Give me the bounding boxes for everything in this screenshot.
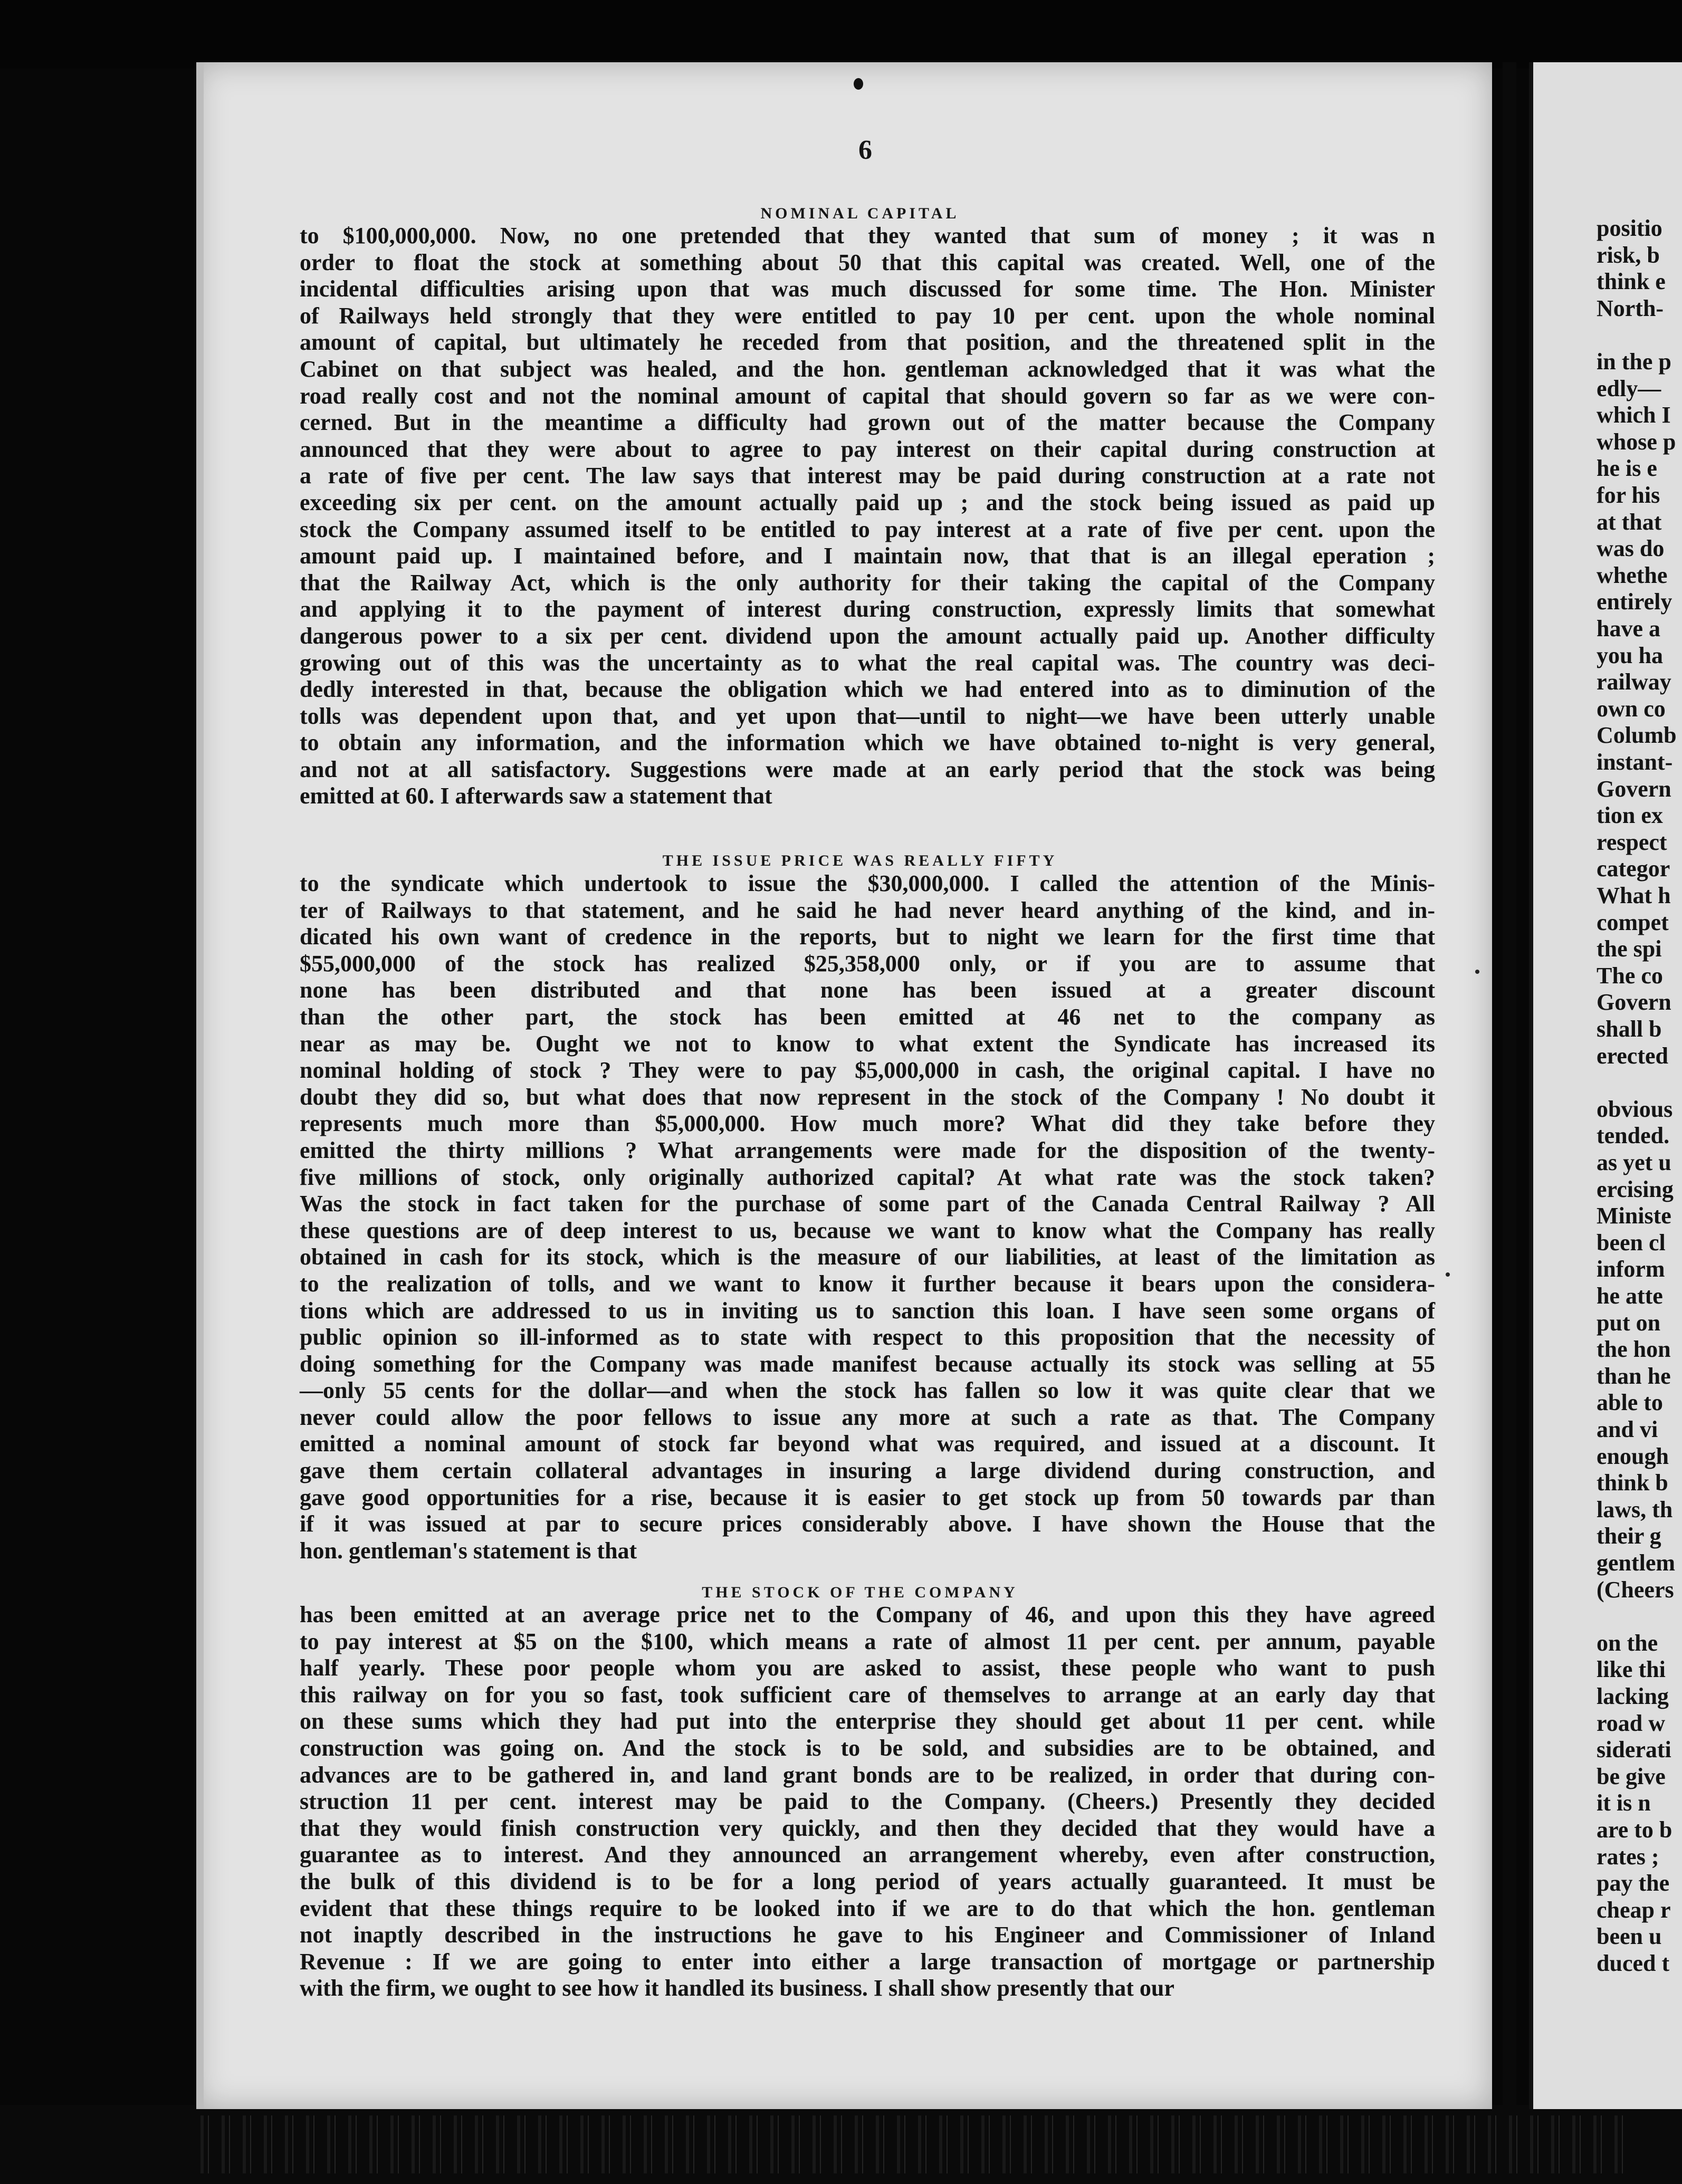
adjacent-text-fragment: railway [1597, 669, 1671, 695]
text-line: of Railways held strongly that they were entitled to pay 10 per cent. upon the whole nominal [300, 302, 1435, 329]
text-line: has been emitted at an average price net to the Company of 46, and upon this they have agreed [300, 1602, 1435, 1627]
adjacent-text-fragment: The co [1597, 962, 1663, 989]
adjacent-text-fragment: edly— [1597, 375, 1661, 401]
adjacent-text-fragment: rates ; [1597, 1843, 1659, 1870]
adjacent-text-fragment: the spi [1597, 936, 1662, 962]
adjacent-text-fragment: categor [1597, 856, 1670, 882]
adjacent-text-fragment: (Cheers [1597, 1576, 1674, 1603]
text-line: the bulk of this dividend is to be for a long period of years actually guaranteed. It must be [300, 1868, 1435, 1894]
text-line: than the other part, the stock has been emitted at 46 net to the company as [300, 1003, 1435, 1030]
text-line: Cabinet on that subject was healed, and the hon. gentleman acknowledged that it was what the [300, 356, 1435, 382]
text-line: gave them certain collateral advantages in insuring a large dividend during construction, and [300, 1458, 1435, 1484]
section-body-nominal-capital [300, 223, 1435, 810]
text-line: to the realization of tolls, and we want to know it further because it bears upon the considera- [300, 1270, 1435, 1297]
section-body-stock-of-company [300, 1602, 1435, 2002]
adjacent-text-fragment: shall b [1597, 1016, 1662, 1042]
text-line: a rate of five per cent. The law says that interest may be paid during construction at a rate not [300, 463, 1435, 489]
adjacent-text-fragment: Govern [1597, 989, 1671, 1016]
text-line: —only 55 cents for the dollar—and when the stock has fallen so low it was quite clear that we [300, 1377, 1435, 1404]
adjacent-text-fragment: and vi [1597, 1416, 1658, 1442]
text-line: on these sums which they had put into the enterprise they should get about 11 per cent. while [300, 1708, 1435, 1735]
text-line: dicated his own want of credence in the reports, but to night we learn for the first time that [300, 924, 1435, 950]
text-line: emitted a nominal amount of stock far beyond what was required, and issued at a discount. It [300, 1431, 1435, 1457]
section-heading-nominal-capital: NOMINAL CAPITAL [760, 205, 960, 222]
text-line: construction was going on. And the stock is to be sold, and subsidies are to be obtained, and [300, 1735, 1435, 1761]
adjacent-text-fragment: siderati [1597, 1737, 1671, 1763]
adjacent-text-fragment: ercising [1597, 1176, 1674, 1202]
text-line: these questions are of deep interest to us, because we want to know what the Company has really [300, 1217, 1435, 1243]
text-line: tolls was dependent upon that, and yet upon that—until to night—we have been utterly unable [300, 703, 1435, 729]
text-line: represents much more than $5,000,000. How much more? What did they take before they [300, 1110, 1435, 1137]
text-line: evident that these things require to be looked into if we are to do that which the hon. gentleman [300, 1895, 1435, 1921]
text-line: hon. gentleman's statement is that [300, 1537, 637, 1564]
adjacent-text-fragment: lacking [1597, 1683, 1669, 1709]
adjacent-text-fragment: Columb [1597, 722, 1677, 749]
text-line: exceeding six per cent. on the amount actually paid up ; and the stock being issued as paid up [300, 489, 1435, 515]
text-line: half yearly. These poor people whom you are asked to assist, these people who want to push [300, 1655, 1435, 1681]
adjacent-text-fragment: inform [1597, 1256, 1665, 1282]
adjacent-text-fragment: What h [1597, 883, 1671, 908]
text-line: and applying it to the payment of interest during construction, expressly limits that somewhat [300, 596, 1435, 622]
adjacent-text-fragment: own co [1597, 695, 1666, 722]
text-line: emitted at 60. I afterwards saw a statement that [300, 783, 772, 809]
adjacent-text-fragment: as yet u [1597, 1150, 1671, 1175]
text-line: guarantee as to interest. And they announced an arrangement whereby, even after construction, [300, 1842, 1435, 1868]
text-line: Was the stock in fact taken for the purchase of some part of the Canada Central Railway ? All [300, 1191, 1435, 1217]
section-heading-issue-price: THE ISSUE PRICE WAS REALLY FIFTY [662, 852, 1058, 869]
page-gutter [1503, 62, 1516, 2109]
text-line: dangerous power to a six per cent. dividend upon the amount actually paid up. Another difficulty [300, 622, 1435, 649]
adjacent-text-fragment: pay the [1597, 1870, 1670, 1896]
text-line: that the Railway Act, which is the only authority for their taking the capital of the Company [300, 569, 1435, 596]
film-border-top [0, 0, 1682, 69]
adjacent-text-fragment: North- [1597, 295, 1664, 321]
adjacent-text-fragment: put on [1597, 1309, 1661, 1336]
text-line: tions which are addressed to us in inviting us to sanction this loan. I have seen some organs of [300, 1297, 1435, 1324]
text-line: $55,000,000 of the stock has realized $25,358,000 only, or if you are to assume that [300, 950, 1435, 976]
text-line: Revenue : If we are going to enter into either a large transaction of mortgage or partnership [300, 1948, 1435, 1975]
adjacent-text-fragment: you ha [1597, 642, 1663, 668]
section-heading-stock-of-company: THE STOCK OF THE COMPANY [702, 1584, 1018, 1601]
text-line: amount paid up. I maintained before, and I maintain now, that that is an illegal eperation ; [300, 543, 1435, 569]
adjacent-text-fragment: was do [1597, 535, 1665, 562]
page-gutter-line [1529, 62, 1533, 2109]
adjacent-text-fragment: entirely [1597, 589, 1673, 615]
text-line: public opinion so ill-informed as to state with respect to this proposition that the necessity of [300, 1324, 1435, 1350]
text-line: order to float the stock at something about 50 that this capital was created. Well, one of the [300, 249, 1435, 275]
section-body-issue-price [300, 870, 1435, 1564]
adjacent-text-fragment: gentlem [1597, 1550, 1676, 1576]
adjacent-text-fragment: obvious [1597, 1096, 1673, 1122]
margin-speck [1446, 1272, 1450, 1277]
adjacent-text-fragment: risk, b [1597, 242, 1660, 268]
text-line: not inaptly described in the instructions he gave to his Engineer and Commissioner of Inland [300, 1922, 1435, 1948]
text-line: to the syndicate which undertook to issue the $30,000,000. I called the attention of the Minis- [300, 870, 1435, 896]
adjacent-text-fragment: positio [1597, 215, 1662, 241]
adjacent-text-fragment: laws, th [1597, 1496, 1673, 1522]
adjacent-text-fragment: on the [1597, 1630, 1658, 1656]
text-line: struction 11 per cent. interest may be paid to the Company. (Cheers.) Presently they decided [300, 1788, 1435, 1815]
adjacent-text-fragment: respect [1597, 829, 1667, 855]
text-line: advances are to be gathered in, and land grant bonds are to be realized, in order that during con- [300, 1761, 1435, 1788]
text-line: doubt they did so, but what does that now represent in the stock of the Company ! No doubt it [300, 1084, 1435, 1110]
adjacent-text-fragment: he atte [1597, 1283, 1663, 1309]
adjacent-text-fragment: compet [1597, 909, 1669, 935]
text-line: to obtain any information, and the information which we have obtained to-night is very general, [300, 730, 1435, 756]
text-line: never could allow the poor fellows to issue any more at such a rate as that. The Company [300, 1404, 1435, 1430]
adjacent-text-fragment: which I [1597, 402, 1671, 428]
text-line: nominal holding of stock ? They were to pay $5,000,000 in cash, the original capital. I have no [300, 1057, 1435, 1084]
adjacent-text-fragment: the hon [1597, 1336, 1671, 1363]
adjacent-text-fragment: tended. [1597, 1123, 1670, 1149]
text-line: announced that they were about to agree to pay interest on their capital during construction at [300, 436, 1435, 462]
text-line: if it was issued at par to secure prices considerably above. I have shown the House that the [300, 1511, 1435, 1537]
adjacent-text-fragment: at that [1597, 509, 1662, 535]
text-line: doing something for the Company was made manifest because actually its stock was selling at 55 [300, 1350, 1435, 1377]
adjacent-text-fragment: be give [1597, 1763, 1666, 1789]
adjacent-text-fragment: cheap r [1597, 1896, 1671, 1923]
text-line: with the firm, we ought to see how it handled its business. I shall show presently that our [300, 1975, 1174, 2001]
adjacent-text-fragment: been u [1597, 1923, 1662, 1950]
adjacent-text-fragment: tion ex [1597, 802, 1663, 829]
margin-speck [1475, 970, 1479, 974]
film-edge-texture [200, 2115, 1625, 2173]
text-line: cerned. But in the meantime a difficulty had grown out of the matter because the Company [300, 409, 1435, 436]
text-line: five millions of stock, only originally authorized capital? At what rate was the stock taken? [300, 1164, 1435, 1190]
text-line: obtained in cash for its stock, which is the measure of our liabilities, at least of the limitation as [300, 1244, 1435, 1270]
adjacent-text-fragment: whethe [1597, 562, 1668, 588]
adjacent-text-fragment: instant- [1597, 749, 1673, 775]
adjacent-text-fragment: able to [1597, 1390, 1663, 1416]
adjacent-text-fragment: he is e [1597, 455, 1657, 482]
adjacent-text-fragment: erected [1597, 1042, 1668, 1069]
text-line: road really cost and not the nominal amount of capital that should govern so far as we were con- [300, 382, 1435, 409]
text-line: incidental difficulties arising upon that was much discussed for some time. The Hon. Minister [300, 276, 1435, 302]
adjacent-page-fragment [1533, 62, 1682, 2109]
text-line: to pay interest at $5 on the $100, which means a rate of almost 11 per cent. per annum, payable [300, 1628, 1435, 1654]
page-number: 6 [858, 135, 872, 165]
adjacent-text-fragment: it is n [1597, 1790, 1651, 1816]
adjacent-text-fragment: think b [1597, 1470, 1668, 1496]
adjacent-text-fragment: their g [1597, 1523, 1661, 1549]
adjacent-text-fragment: Govern [1597, 775, 1671, 802]
adjacent-text-fragment: like thi [1597, 1656, 1666, 1683]
adjacent-text-fragment: enough [1597, 1443, 1669, 1469]
adjacent-text-fragment: in the p [1597, 349, 1671, 375]
text-line: to $100,000,000. Now, no one pretended that they wanted that sum of money ; it was n [300, 223, 1435, 248]
adjacent-text-fragment: road w [1597, 1710, 1665, 1736]
text-line: near as may be. Ought we not to know to what extent the Syndicate has increased its [300, 1030, 1435, 1057]
text-line: none has been distributed and that none has been issued at a greater discount [300, 977, 1435, 1003]
adjacent-text-fragment: duced t [1597, 1950, 1670, 1976]
punch-mark [854, 78, 863, 90]
page-edge [196, 62, 204, 2109]
text-line: this railway on for you so fast, took sufficient care of themselves to arrange at an early day that [300, 1681, 1435, 1708]
text-line: gave good opportunities for a rise, because it is easier to get stock up from 50 towards par than [300, 1484, 1435, 1510]
text-line: growing out of this was the uncertainty as to what the real capital was. The country was deci- [300, 649, 1435, 676]
text-line: stock the Company assumed itself to be entitled to pay interest at a rate of five per cent. upon the [300, 516, 1435, 542]
adjacent-text-fragment: whose p [1597, 428, 1676, 455]
adjacent-text-fragment: than he [1597, 1363, 1671, 1389]
text-line: that they would finish construction very quickly, and then they decided that they would have a [300, 1815, 1435, 1841]
text-line: and not at all satisfactory. Suggestions were made at an early period that the stock was being [300, 756, 1435, 782]
adjacent-text-fragment: are to b [1597, 1817, 1673, 1843]
adjacent-text-fragment: been cl [1597, 1229, 1666, 1256]
adjacent-text-fragment: for his [1597, 482, 1660, 508]
text-line: dedly interested in that, because the obligation which we had entered into as to diminution of the [300, 676, 1435, 703]
text-line: emitted the thirty millions ? What arrangements were made for the disposition of the twenty- [300, 1137, 1435, 1163]
adjacent-text-fragment: have a [1597, 616, 1660, 641]
text-line: ter of Railways to that statement, and he said he had never heard anything of the kind, and in- [300, 897, 1435, 923]
adjacent-text-fragment: Ministe [1597, 1203, 1671, 1229]
adjacent-text-fragment: think e [1597, 269, 1666, 295]
text-line: amount of capital, but ultimately he receded from that position, and the threatened split in the [300, 329, 1435, 356]
